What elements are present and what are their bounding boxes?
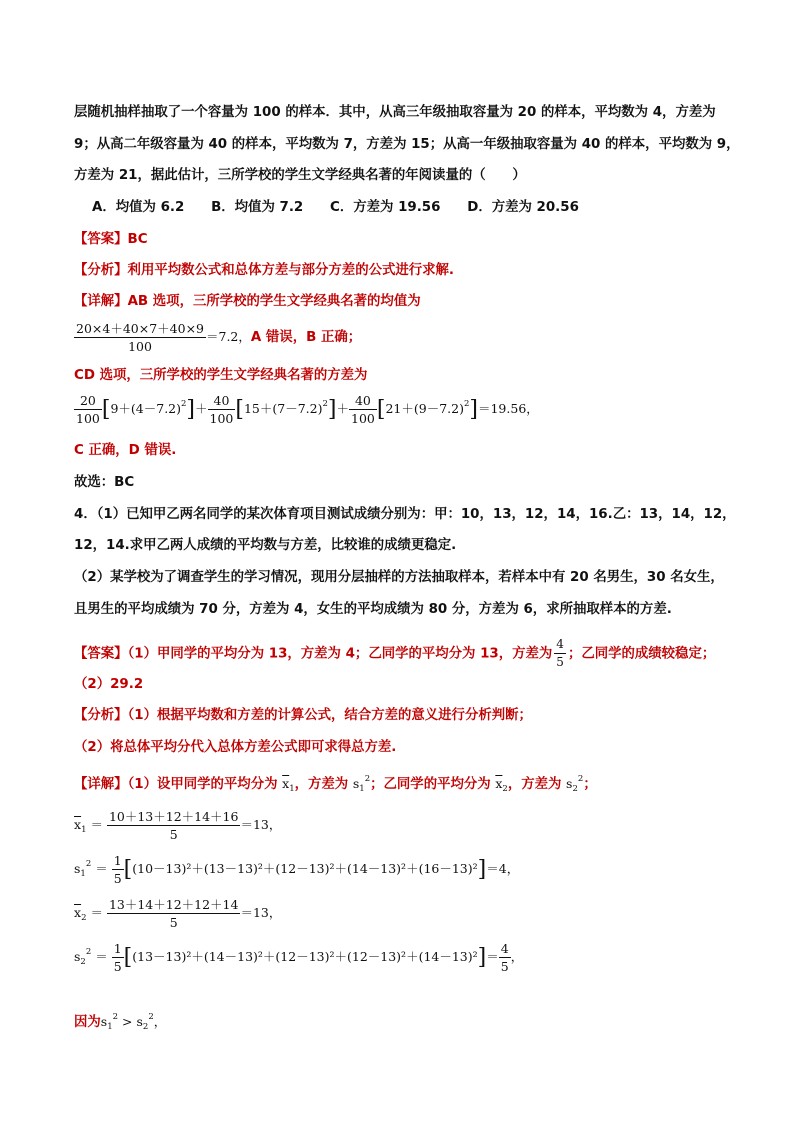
inequality: $s_1^2 > s_2^2$， (100, 1012, 167, 1032)
xbar2-fraction (107, 896, 241, 931)
var-f3-num: 40 (349, 392, 377, 410)
q4-answer-fraction (554, 636, 566, 671)
q4-analysis-1: 【分析】（1）根据平均数和方差的计算公式，结合方差的意义进行分析判断； (74, 708, 532, 723)
q4-detail-e: ； (583, 777, 597, 792)
q3-variance-formula: $\frac{20}{100}$ $[9+(4-7.2)^2]+$ $\frac{40}{100}$ $[15+(7-7.2)^2]+$ $\frac{40}{100}$ $[21+(9-7.2)^2]=19.56$， (76, 393, 539, 426)
mean-judgement: A 错误，B 正确； (250, 330, 362, 345)
q4-part2-line-1: （2）某学校为了调查学生的学习情况，现用分层抽样的方法抽取样本，若样本中有 20 名男生，30 名女生， (74, 570, 724, 585)
q4-answer (74, 636, 734, 671)
bracket-open-1: [ (101, 397, 111, 422)
s2-res-num: 4 (500, 941, 509, 956)
s2-tail: ， (510, 949, 524, 964)
q3-analysis (74, 261, 734, 281)
x1-den: 5 (169, 827, 178, 842)
because-text: 因为 (74, 1015, 101, 1030)
sq-3: 2 (463, 399, 470, 409)
q4-answer-text-2: ；乙同学的成绩较稳定； (567, 646, 716, 662)
q4-part1-line-1: 4．（1）已知甲乙两名同学的某次体育项目测试成绩分别为：甲：10，13，12，14，16.乙：13，14，12， (74, 507, 736, 522)
q4-answer-text: 【答案】（1）甲同学的平均分为 13，方差为 4；乙同学的平均分为 13，方差为 (74, 646, 553, 662)
q4-detail-d: ，方差为 (507, 777, 562, 792)
q4-detail-c: ；乙同学的平均分为 (370, 777, 491, 792)
xbar1-fraction (107, 808, 241, 843)
q3-cd-judgement: C 正确，D 错误. (74, 443, 177, 458)
var-f1-den: 100 (76, 411, 100, 426)
s1-formula: $s_1^2$ ＝ $\frac{1}{5}$ [(10－13)²＋(13－13)²＋(12－13)²＋(14－13)²＋(16－13)²]＝4， (74, 853, 520, 886)
q3-choice: 故选：BC (74, 475, 135, 490)
q4-analysis-2: （2）将总体平均分代入总体方差公式即可求得总方差. (74, 740, 397, 755)
sq-1: 2 (181, 399, 187, 409)
q4-detail-intro (74, 774, 734, 795)
xbar2-formula: $\overline{x}_2$ ＝ $\frac{13+14+12+12+14}{5}$ ＝13， (74, 897, 282, 930)
s1-frac-den: 5 (113, 871, 122, 886)
q3-detail (74, 292, 734, 312)
q4-ans-frac-den: 5 (556, 655, 564, 669)
mean-fraction (74, 320, 206, 355)
var-fraction-3 (349, 392, 377, 427)
x1-num: 10＋13＋12＋14＋16 (108, 809, 239, 824)
s2-res-den: 5 (500, 959, 509, 974)
var-fraction-2 (208, 392, 236, 427)
x2-res: ＝13， (240, 905, 282, 920)
q4-part1-line-2: 12，14.求甲乙两人成绩的平均数与方差，比较谁的成绩更稳定. (74, 538, 457, 553)
q4-answer-2: （2）29.2 (74, 677, 144, 692)
q3-cd-text: CD 选项，三所学校的学生文学经典名著的方差为 (74, 368, 368, 383)
q3-detail-text: AB 选项，三所学校的学生文学经典名著的均值为 (127, 294, 421, 309)
x2-num: 13＋14＋12＋12＋14 (108, 897, 239, 912)
s2-frac-num: 1 (113, 941, 122, 956)
q4-because (74, 1012, 734, 1033)
x1-res: ＝13， (240, 817, 282, 832)
q3-analysis-text: 【分析】利用平均数公式和总体方差与部分方差的公式进行求解. (74, 263, 455, 278)
s2-frac-den: 5 (113, 959, 122, 974)
bracket-close-3: ] (469, 397, 478, 422)
q4-ans-frac-num: 4 (554, 636, 566, 654)
q3-stem-line-2: 9；从高二年级容量为 40 的样本，平均数为 7，方差为 15；从高一年级抽取容量为 40 的样本，平均数为 9， (74, 137, 740, 152)
s2-body: (13－13)²＋(14－13)²＋(12－13)²＋(12－13)²＋(14－13)² (132, 949, 478, 964)
mean-denominator: 100 (128, 339, 152, 354)
s1sq-symbol: $s_1^2$ (352, 774, 371, 794)
q3-stem-line-1: 层随机抽样抽取了一个容量为 100 的样本．其中，从高三年级抽取容量为 20 的样本，平均数为 4，方差为 (74, 105, 716, 120)
xbar1-formula: $\overline{x}_1$ ＝ $\frac{10+13+12+14+16}{5}$ ＝13， (74, 809, 282, 842)
bracket-open-2: [ (235, 397, 244, 422)
var-result: ＝19.56， (477, 401, 539, 416)
q3-answer: 【答案】BC (74, 232, 148, 247)
mean-numerator: 20×4＋40×7＋40×9 (76, 321, 204, 336)
s2-formula: $s_2^2$ ＝ $\frac{1}{5}$ [(13－13)²＋(14－13)²＋(12－13)²＋(12－13)²＋(14－13)²]＝ $\frac{4}{5}$ ， (74, 941, 524, 974)
s2sq-symbol: $s_2^2$ (566, 774, 584, 794)
q3-detail-label: 【详解】 (74, 294, 128, 309)
var-fraction-1 (74, 392, 102, 427)
s1-body: (10－13)²＋(13－13)²＋(12－13)²＋(14－13)²＋(16－13)² (132, 861, 478, 876)
bracket-close-2: ] (327, 397, 337, 422)
bracket-open-3: [ (376, 397, 386, 422)
var-f2-num: 40 (208, 392, 236, 410)
s1-frac-num: 1 (113, 853, 122, 868)
var-f3-den: 100 (351, 411, 375, 426)
xbar1-symbol: $\overline{x}_1$ (282, 776, 295, 794)
s2-result-fraction (499, 940, 511, 975)
var-f1-num: 20 (74, 392, 102, 410)
q3-stem-line-3: 方差为 21，据此估计，三所学校的学生文学经典名著的年阅读量的（ ） (74, 168, 526, 183)
q3-mean-formula (74, 320, 361, 355)
s2-eq: ＝ (486, 949, 499, 964)
s1-fraction (112, 852, 124, 887)
q3-options: A．均值为 6.2 B．均值为 7.2 C．方差为 19.56 D．方差为 20.56 (92, 200, 579, 215)
bracket-close-1: ] (186, 397, 196, 422)
sq-2: 2 (322, 399, 328, 409)
mean-result: ＝7.2， (206, 329, 251, 344)
s1-res: ＝4， (486, 861, 520, 876)
var-term-2: 15＋(7－7.2) (243, 401, 323, 416)
q4-part2-line-2: 且男生的平均成绩为 70 分，方差为 4，女生的平均成绩为 80 分，方差为 6，求所抽取样本的方差. (74, 602, 672, 617)
q4-detail-b: ，方差为 (294, 777, 349, 792)
var-f2-den: 100 (209, 411, 234, 426)
var-term-3: 21＋(9－7.2) (385, 401, 464, 416)
s2-fraction (112, 940, 124, 975)
q4-detail-a: 【详解】（1）设甲同学的平均分为 (74, 777, 278, 792)
x2-den: 5 (169, 915, 178, 930)
xbar2-symbol: $\overline{x}_2$ (495, 776, 508, 794)
var-term-1: 9＋(4－7.2) (110, 401, 181, 416)
